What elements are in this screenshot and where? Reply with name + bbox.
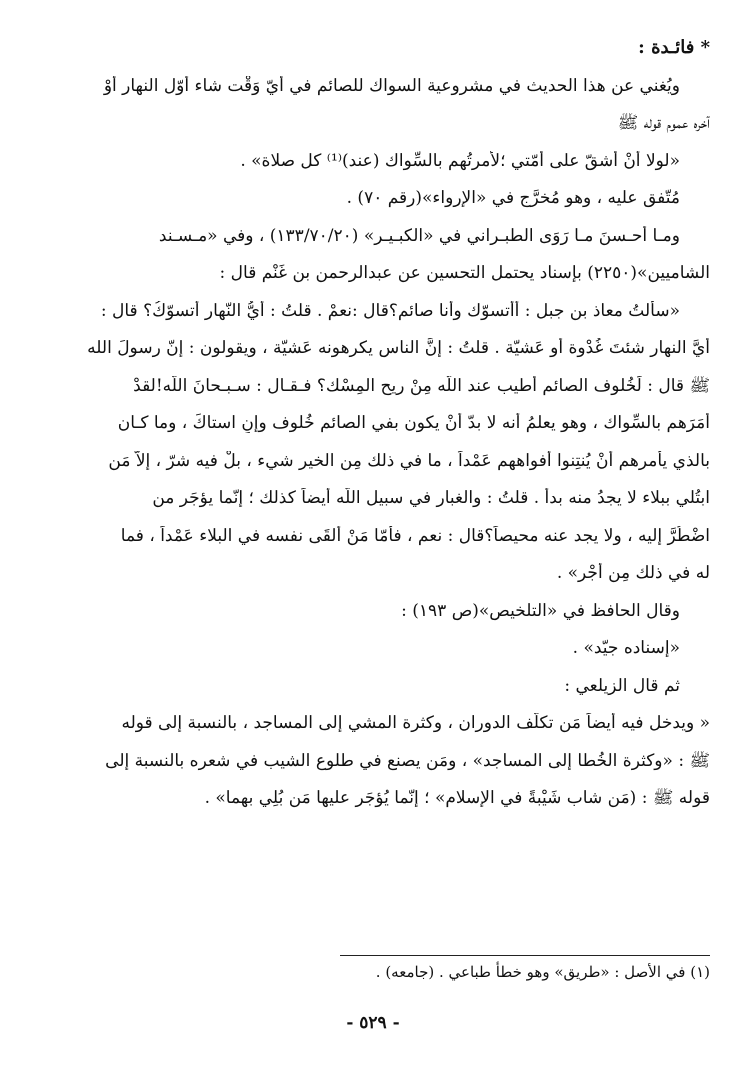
text-line: آخره عموم قوله ﷺ xyxy=(617,113,710,133)
text-line: وقال الحافظ في «التلخيص»(ص ١٩٣) : xyxy=(401,600,680,621)
text-line: « ويدخل فيه أيضاً مَن تكلّف الدوران ، وكثرة المشي إلى المساجد ، بالنسبة إلى قوله xyxy=(121,713,710,733)
text-line: اضْطُرَّ إليه ، ولا يجد عنه محيصاً؟قال : نعم ، فأمّا مَنْ ألقَى نفسه في البلاء عَمْداً ، فما xyxy=(120,525,710,546)
text-line: ثم قال الزيلعي : xyxy=(564,675,680,696)
text-line: ﷺ قال : لَخُلوف الصائم أطيب عند اللّه مِنْ ريح المِسْك؟ فـقـال : سـبـحانَ اللّه!لقدْ xyxy=(133,375,710,396)
text-line: الشاميين»(٢٢٥٠) بإسناد يحتمل التحسين عن عبدالرحمن بن غَنْم قال : xyxy=(219,263,710,283)
footnote: (١) في الأصل : «طريق» وهو خطأ طباعي . (جامعه) . xyxy=(375,963,710,981)
page-number: - ٥٢٩ - xyxy=(346,1013,400,1033)
text-line: ﷺ : «وكثرة الخُطا إلى المساجد» ، ومَن يصنع في طلوع الشيب في شعره بالنسبة إلى xyxy=(105,750,710,771)
text-line: قوله ﷺ : (مَن شاب شَيْبةً في الإسلام» ؛ إنّما يُؤجَر عليها مَن بُلِي بهما» . xyxy=(204,788,710,808)
text-line: له في ذلك مِن أجْر» . xyxy=(556,563,710,583)
text-line: ويُغني عن هذا الحديث في مشروعية السواك للصائم في أيّ وَقْت شاء أوّل النهار أوْ xyxy=(103,75,680,96)
footnote-divider xyxy=(340,955,710,956)
text-line: «لولا أنْ أشقّ على أمّتي ؛لأمرتُهم بالسِّواك (عند)⁽¹⁾ كل صلاة» . xyxy=(240,150,680,171)
text-line: أيَّ النهار شئتَ غُدْوة أو عَشيّة . قلتُ : إنَّ الناس يكرهونه عَشيّة ، ويقولون : إنّ رسولَ الله xyxy=(87,338,710,358)
page-body xyxy=(30,38,710,826)
text-line: مُتّفق عليه ، وهو مُخرَّج في «الإرواء»(رقم ٧٠) . xyxy=(346,188,680,208)
text-line: بالذي يأمرهم أنْ يُنتِنوا أفواههم عَمْداً ، ما في ذلك مِن الخير شيء ، بلْ فيه شرّ ، إلاّ مَنِ xyxy=(108,450,710,471)
text-line: أمَرَهم بالسِّواك ، وهو يعلمُ أنه لا بدّ أنْ يكون بفي الصائم خُلوف وإنِ استاكَ ، وما كـان xyxy=(117,413,710,433)
text-line: «إسناده جيّد» . xyxy=(572,638,680,658)
heading: * فائـدة : xyxy=(638,38,710,58)
text-line: ابتُلي ببلاء لا يجدُ منه بدأ . قلتُ : والغبار في سبيل اللّه أيضاً كذلك ؛ إنّما يؤجَر من xyxy=(152,488,710,508)
text-line: «سألتُ معاذ بن جبل : أأتسوّك وأنا صائم؟قال :نعمْ . قلتُ : أيُّ النّهار أتسوّكُ؟ قال : xyxy=(100,300,680,321)
text-line: ومـا أحـسنَ مـا رَوَى الطبـراني في «الكبـيـر» (١٣٣/٧٠/٢٠) ، وفي «مـسـند xyxy=(158,225,680,246)
